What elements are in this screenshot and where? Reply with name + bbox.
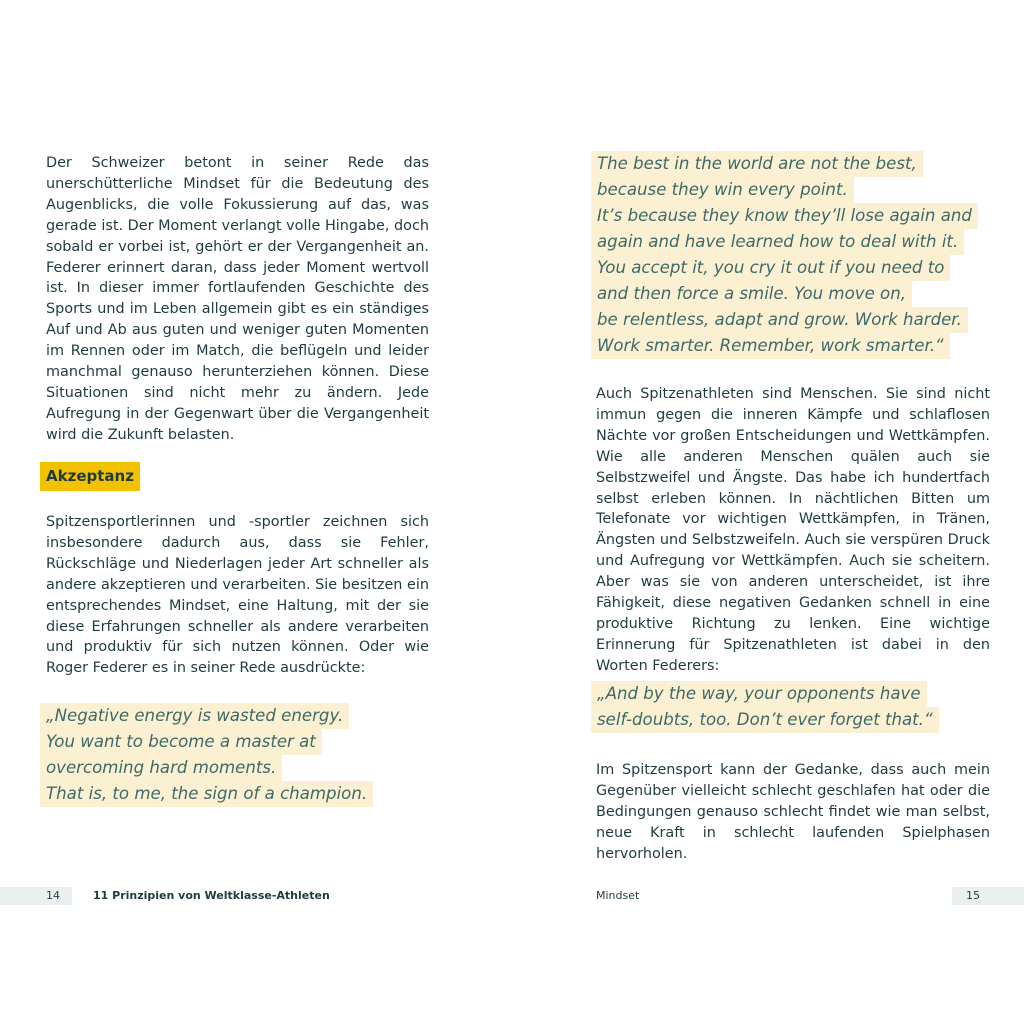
quote-line: That is, to me, the sign of a champion.	[40, 781, 373, 807]
quote-line: You want to become a master at	[40, 729, 322, 755]
quote-line: self-doubts, too. Don’t ever forget that.“	[591, 707, 939, 733]
quote-line: overcoming hard moments.	[40, 755, 282, 781]
right-paragraph-1: Auch Spitzenathleten sind Menschen. Sie sind nicht immun gegen die inneren Kämpfe und schlaflosen Nächte vor großen Entscheidungen und Wettkämpfen. Wie alle anderen Menschen quälen auch sie Selbstzweifel und Ängste. Das habe ich hundertfach selbst erleben können. In nächtlichen Bitten um Telefonate vor wichtigen Wettkämpfen, in Tränen, Ängsten und Selbstzweifeln. Auch sie verspüren Druck und Aufregung vor Wettkämpfen. Auch sie scheitern. Aber was sie von anderen unterscheidet, ist ihre Fähigkeit, diese negativen Gedanken schnell in eine produktive Richtung zu lenken. Eine wichtige Erinnerung für Spitzenathleten ist dabei in den Worten Federers:	[596, 386, 990, 674]
quote-line: again and have learned how to deal with it.	[591, 229, 964, 255]
right-page	[512, 0, 1024, 1024]
right-paragraph-2: Im Spitzensport kann der Gedanke, dass auch mein Gegenüber vielleicht schlecht geschlafen hat oder die Bedingungen genauso schlecht findet wie man selbst, neue Kraft in schlecht laufenden Spielphasen hervorholen.	[596, 762, 990, 862]
quote-line: You accept it, you cry it out if you need to	[591, 255, 950, 281]
footer-title-left: 11 Prinzipien von Weltklasse-Athleten	[93, 889, 330, 902]
quote-line: Work smarter. Remember, work smarter.“	[591, 333, 950, 359]
quote-line: be relentless, adapt and grow. Work harder.	[591, 307, 968, 333]
quote-line: because they win every point.	[591, 177, 854, 203]
right-quote-2	[597, 681, 939, 733]
left-paragraph-1: Der Schweizer betont in seiner Rede das unerschütterliche Mindset für die Bedeutung des Augenblicks, die volle Fokussierung auf das, was gerade ist. Der Moment verlangt volle Hingabe, doch sobald er vorbei ist, gehört er der Vergangenheit an. Federer erinnert daran, dass jeder Moment wertvoll ist. In dieser immer fortlaufenden Geschichte des Sports und im Leben allgemein gibt es ein ständiges Auf und Ab aus guten und weniger guten Momenten im Rennen oder im Match, die beflügeln und leider manchmal genauso herunterziehen können. Diese Situationen sind nicht mehr zu ändern. Jede Aufregung in der Gegenwart über die Vergangenheit wird die Zukunft belasten.	[46, 155, 429, 443]
section-heading: Akzeptanz	[40, 462, 140, 491]
page-number-right: 15	[966, 889, 980, 902]
quote-line: „Negative energy is wasted energy.	[40, 703, 349, 729]
right-quote-1	[597, 151, 978, 359]
footer-title-right: Mindset	[596, 889, 640, 902]
quote-line: It’s because they know they’ll lose again and	[591, 203, 978, 229]
quote-line: The best in the world are not the best,	[591, 151, 923, 177]
quote-line: and then force a smile. You move on,	[591, 281, 912, 307]
footer-bar-left	[0, 887, 72, 905]
page-number-left: 14	[46, 889, 60, 902]
quote-line: „And by the way, your opponents have	[591, 681, 927, 707]
footer-bar-right	[952, 887, 1024, 905]
left-paragraph-2: Spitzensportlerinnen und -sportler zeichnen sich insbesondere dadurch aus, dass sie Fehler, Rückschläge und Niederlagen jeder Art schneller als andere akzeptieren und verarbeiten. Sie besitzen ein entsprechendes Mindset, eine Haltung, mit der sie diese Erfahrungen schneller als andere verarbeiten und produktiv für sich nutzen können. Oder wie Roger Federer es in seiner Rede ausdrückte:	[46, 514, 429, 677]
left-quote	[46, 703, 373, 807]
